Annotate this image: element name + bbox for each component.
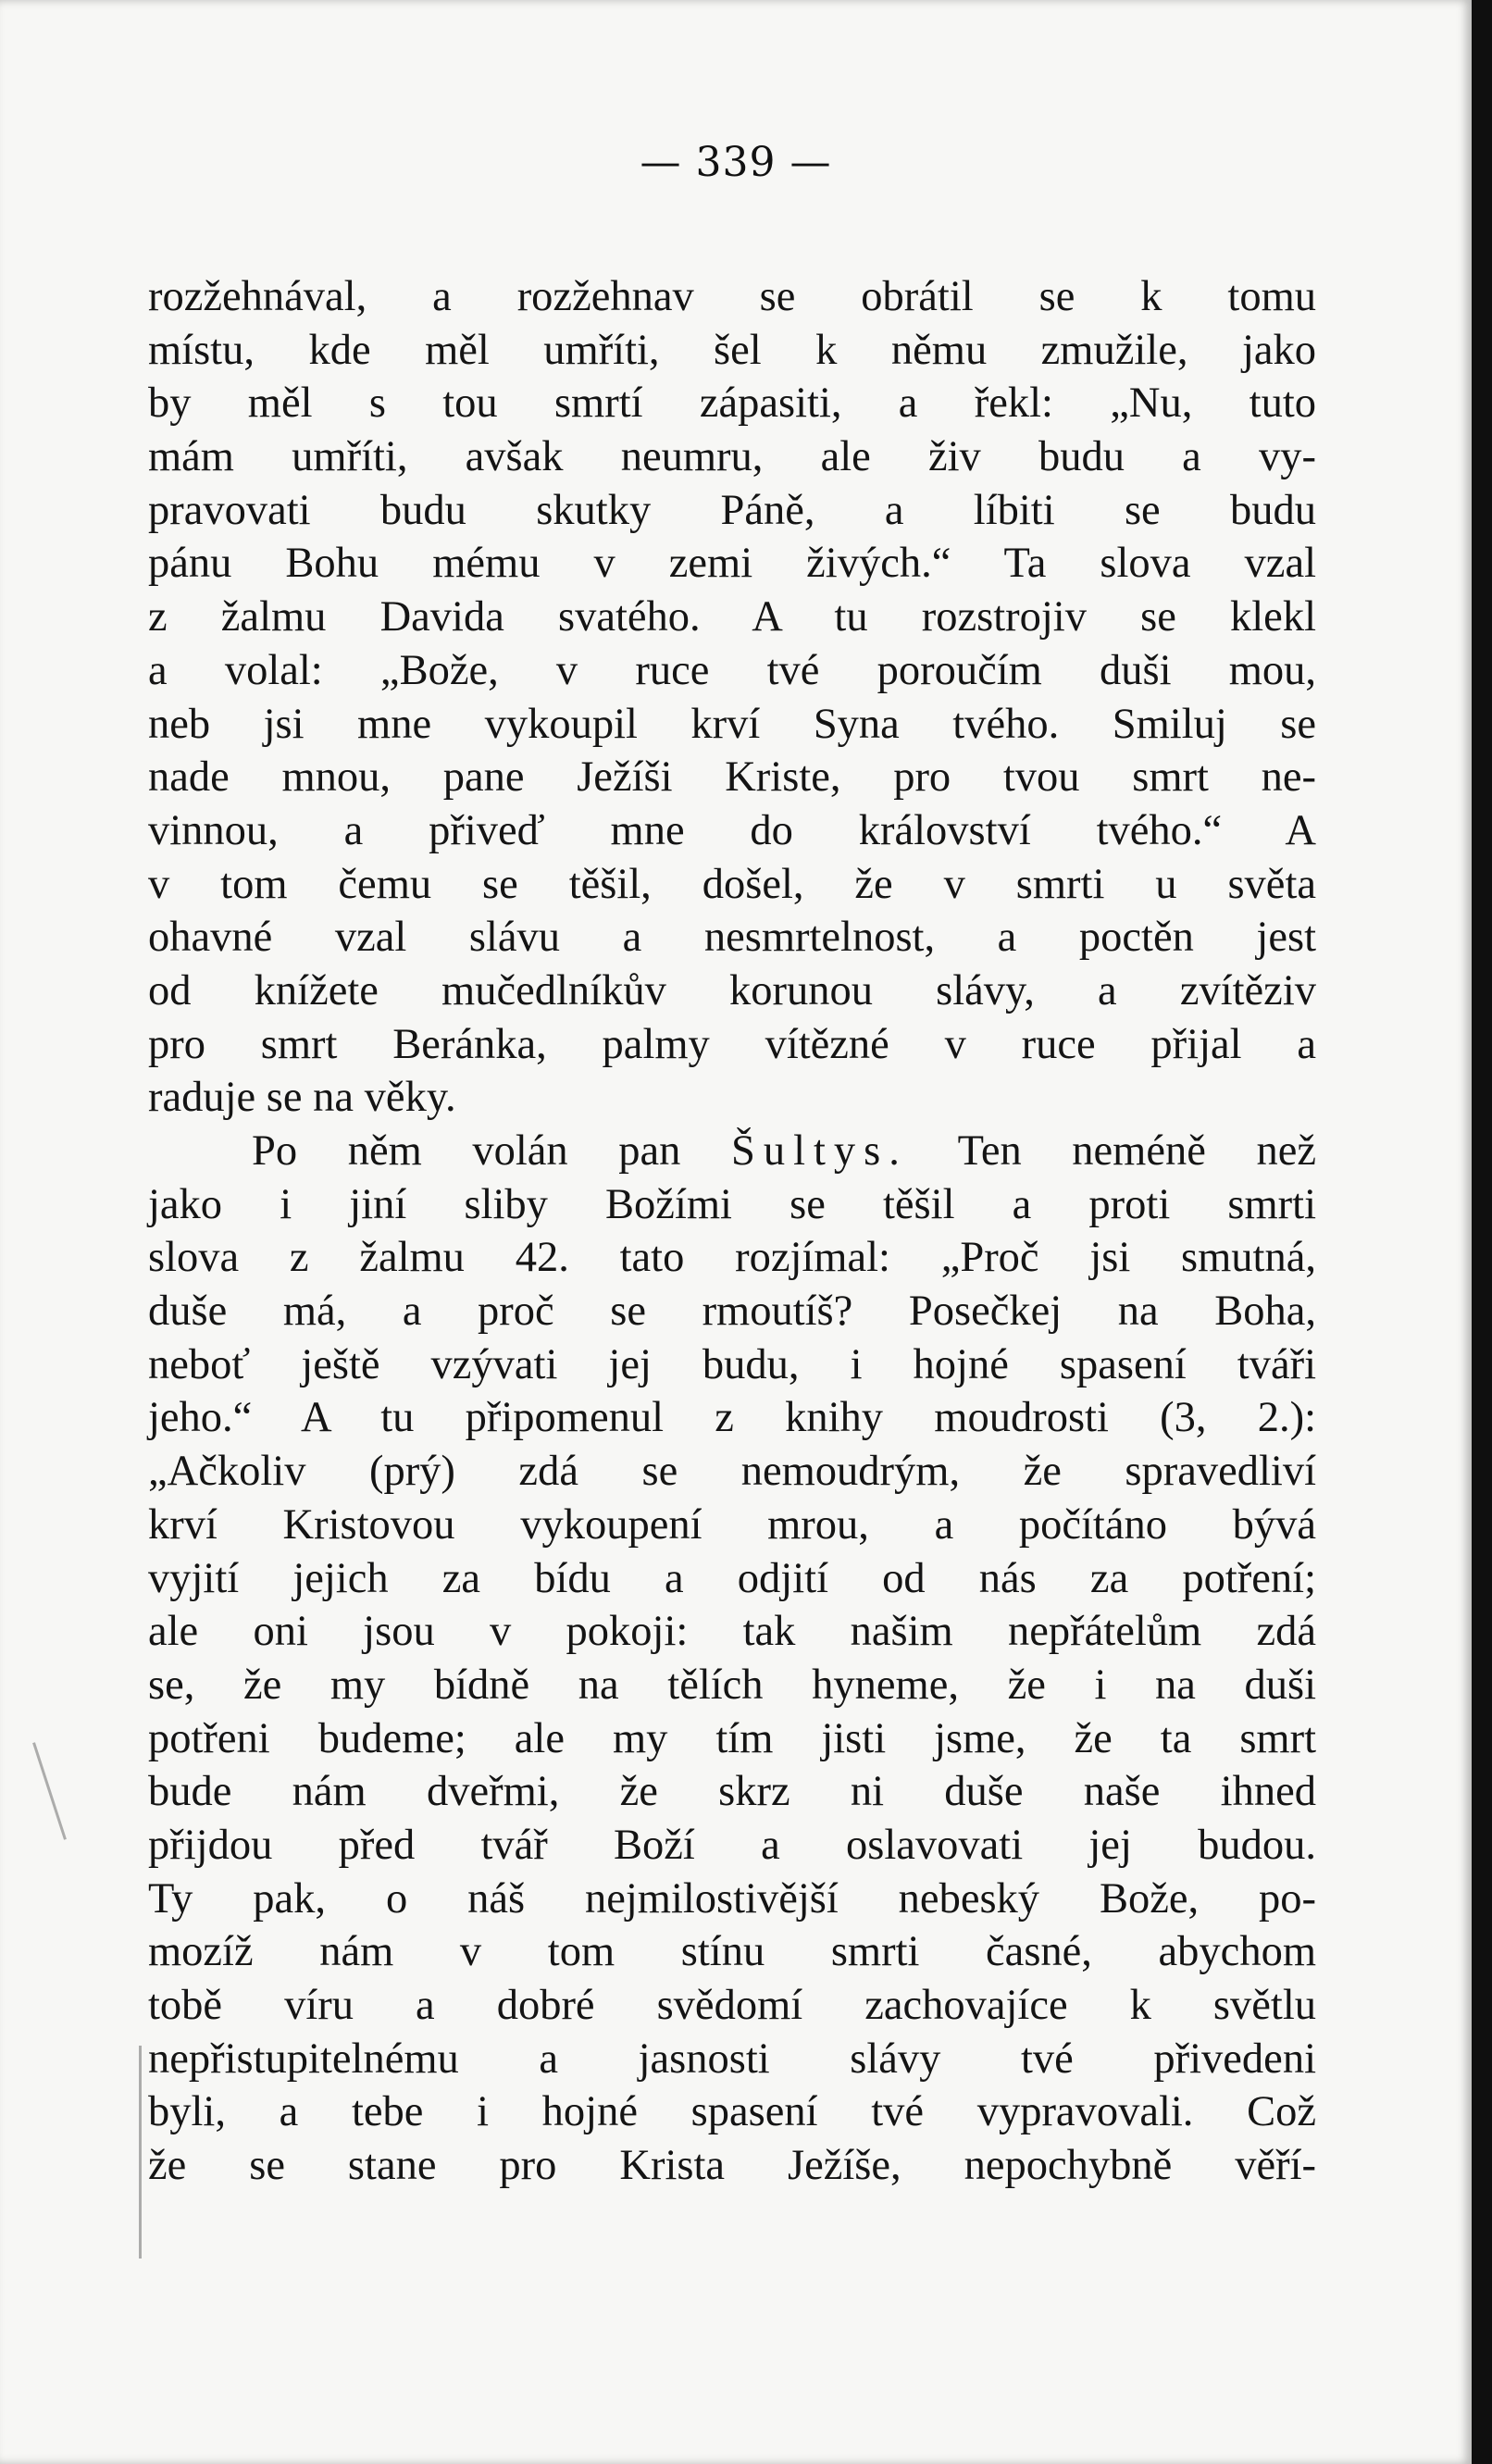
page-number: — 339 — <box>640 139 832 186</box>
text-line: slova z žalmu 42. tato rozjímal: „Proč jsi smutná, <box>148 1234 1316 1282</box>
text-line: místu, kde měl umříti, šel k němu zmužile, jako <box>148 326 1316 374</box>
text-line: bude nám dveřmi, že skrz ni duše naše ihned <box>148 1768 1316 1816</box>
text-line: pravovati budu skutky Páně, a líbiti se budu <box>148 486 1316 534</box>
text-line: od knížete mučedlníkův korunou slávy, a zvítěziv <box>148 966 1316 1014</box>
text-line: pánu Bohu mému v zemi živých.“ Ta slova vzal <box>148 540 1316 588</box>
paragraph-start-text: Po něm volán pan <box>252 1127 681 1175</box>
text-line: neboť ještě vzývati jej budu, i hojné spasení tváři <box>148 1340 1316 1388</box>
text-line: jako i jiní sliby Božími se těšil a proti smrti <box>148 1180 1316 1228</box>
text-line: byli, a tebe i hojné spasení tvé vypravovali. Což <box>148 2088 1316 2136</box>
text-line: rozžehnával, a rozžehnav se obrátil se k tomu <box>148 273 1316 320</box>
text-line: neb jsi mne vykoupil krví Syna tvého. Smiluj se <box>148 700 1316 748</box>
text-line: nepřistupitelnému a jasnosti slávy tvé přivedeni <box>148 2035 1316 2083</box>
text-line: mám umříti, avšak neumru, ale živ budu a vy- <box>148 433 1316 481</box>
text-line: že se stane pro Krista Ježíše, nepochybně věří- <box>148 2142 1316 2190</box>
page-text <box>148 270 1316 2193</box>
text-line: pro smrt Beránka, palmy vítězné v ruce přijal a <box>148 1020 1316 1068</box>
text-line: vinnou, a přiveď mne do království tvého.“ A <box>148 806 1316 854</box>
text-line: „Ačkoliv (prý) zdá se nemoudrým, že spravedliví <box>148 1448 1316 1496</box>
text-line: přijdou před tvář Boží a oslavovati jej budou. <box>148 1821 1316 1869</box>
margin-scratch-mark <box>32 1742 67 1840</box>
text-line: nade mnou, pane Ježíši Kriste, pro tvou smrt ne- <box>148 753 1316 802</box>
paragraph-start-line <box>148 1125 1316 1178</box>
text-line: ohavné vzal slávu a nesmrtelnost, a poctěn jest <box>148 914 1316 962</box>
text-line: mozíž nám v tom stínu smrti časné, abychom <box>148 1928 1316 1976</box>
text-line: Ty pak, o náš nejmilostivější nebeský Bože, po- <box>148 1874 1316 1923</box>
text-line: se, že my bídně na tělích hyneme, že i na duši <box>148 1661 1316 1709</box>
text-line: by měl s tou smrtí zápasiti, a řekl: „Nu, tuto <box>148 380 1316 428</box>
text-line: vyjití jejich za bídu a odjití od nás za potření; <box>148 1554 1316 1602</box>
text-line: v tom čemu se těšil, došel, že v smrti u světa <box>148 860 1316 908</box>
person-name: Šultys. <box>730 1127 908 1175</box>
page-edge-shadow <box>1472 0 1492 2464</box>
text-line: z žalmu Davida svatého. A tu rozstrojiv se klekl <box>148 593 1316 641</box>
text-line: duše má, a proč se rmoutíš? Posečkej na Boha, <box>148 1288 1316 1336</box>
text-line: krví Kristovou vykoupení mrou, a počítáno bývá <box>148 1500 1316 1549</box>
text-line: a volal: „Bože, v ruce tvé poroučím duši mou, <box>148 646 1316 694</box>
text-line: potřeni budeme; ale my tím jisti jsme, že ta smrt <box>148 1714 1316 1762</box>
text-line: ale oni jsou v pokoji: tak našim nepřátelům zdá <box>148 1608 1316 1656</box>
paragraph-start-rest: Ten neméně než <box>957 1127 1316 1175</box>
text-line: tobě víru a dobré svědomí zachovajíce k světlu <box>148 1982 1316 2029</box>
margin-scratch-mark <box>139 2046 142 2259</box>
paragraph-end-line: raduje se na věky. <box>148 1074 456 1122</box>
text-line: jeho.“ A tu připomenul z knihy moudrosti (3, 2.): <box>148 1394 1316 1442</box>
